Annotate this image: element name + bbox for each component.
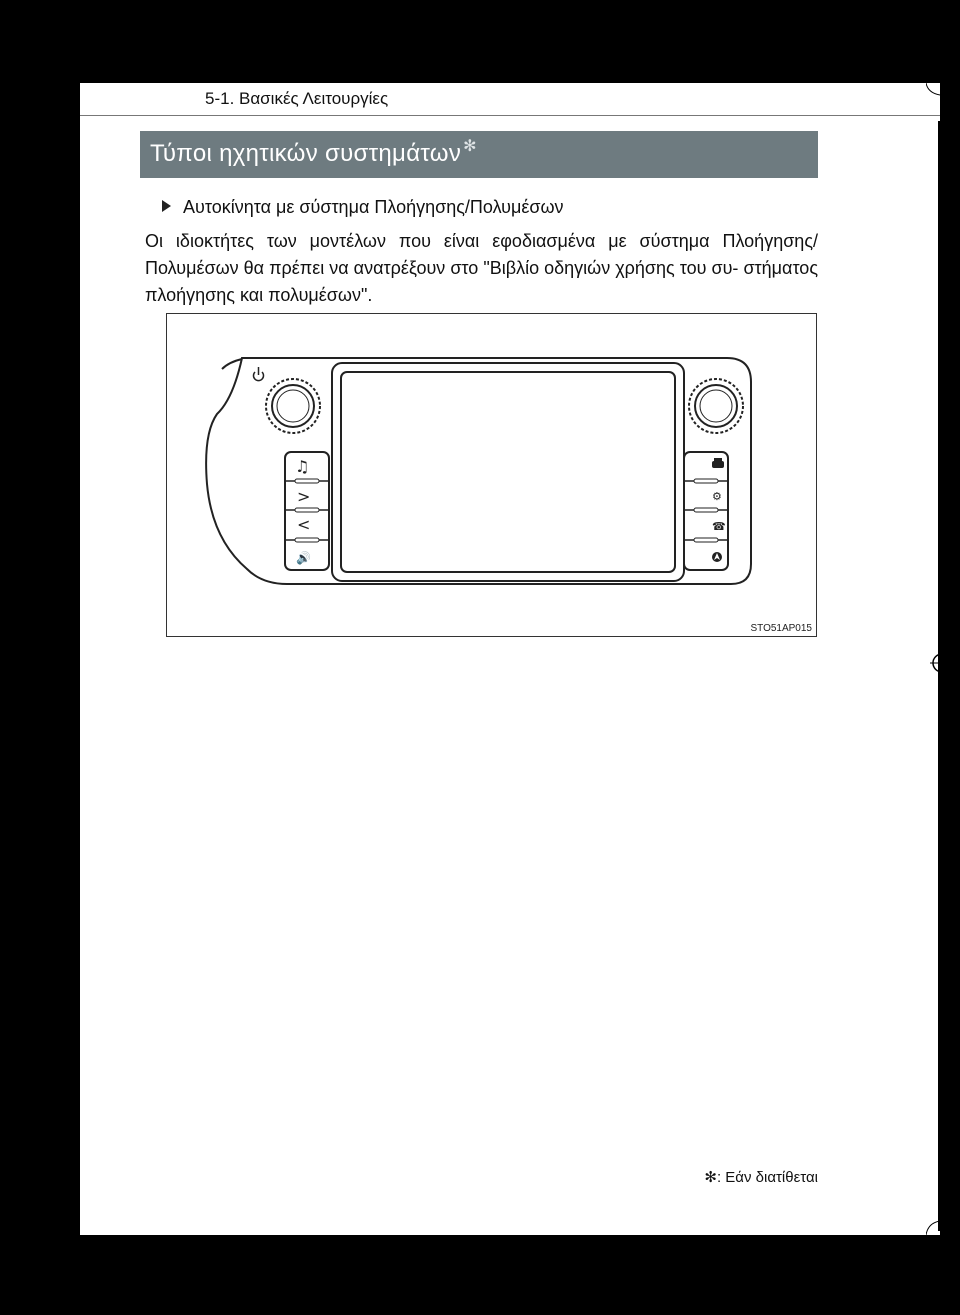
- head-unit-illustration: [167, 314, 816, 636]
- right-button-panel: [684, 452, 728, 570]
- figure-code: STO51AP015: [750, 623, 812, 634]
- tune-knob: [689, 379, 743, 433]
- power-icon: [254, 367, 264, 381]
- bullet-item: [162, 197, 564, 218]
- music-note-icon: ♫: [295, 457, 310, 476]
- settings-icon: ⚙: [712, 490, 722, 503]
- triangle-bullet-icon: [162, 200, 171, 212]
- phone-icon: ☎: [712, 520, 726, 533]
- audio-unit-figure: [166, 313, 817, 637]
- car-icon: [712, 458, 724, 468]
- display-screen: [341, 372, 675, 572]
- next-icon: >: [297, 487, 311, 506]
- asterisk-icon: ✻: [704, 1169, 717, 1186]
- page-title: Τύποι ηχητικών συστημάτων ✻: [150, 138, 477, 167]
- footnote: [704, 1168, 818, 1186]
- volume-icon: 🔊: [296, 551, 311, 565]
- corner-mark-icon: [926, 83, 940, 97]
- header-divider: [80, 115, 940, 116]
- section-header: 5-1. Βασικές Λειτουργίες: [205, 89, 389, 108]
- prev-icon: <: [297, 515, 311, 534]
- page-edge: [938, 121, 942, 1231]
- body-paragraph: Οι ιδιοκτήτες των μοντέλων που είναι εφοδιασμένα με σύστημα Πλοήγησης/ Πολυμέσων θα πρέπει να ανατρέξουν στο "Βιβλίο οδηγιών χρήσης του συ- στήματος πλοήγησης και πολυμέσων".: [145, 231, 818, 305]
- volume-knob: [266, 379, 320, 433]
- asterisk-icon: ✻: [463, 138, 477, 155]
- nav-icon: [712, 552, 722, 562]
- bullet-label: Αυτοκίνητα με σύστημα Πλοήγησης/Πολυμέσων: [183, 197, 564, 217]
- footnote-text: : Εάν διατίθεται: [716, 1169, 818, 1186]
- title-bar: [140, 131, 818, 178]
- manual-page: [80, 83, 940, 1235]
- left-button-panel: [285, 452, 329, 570]
